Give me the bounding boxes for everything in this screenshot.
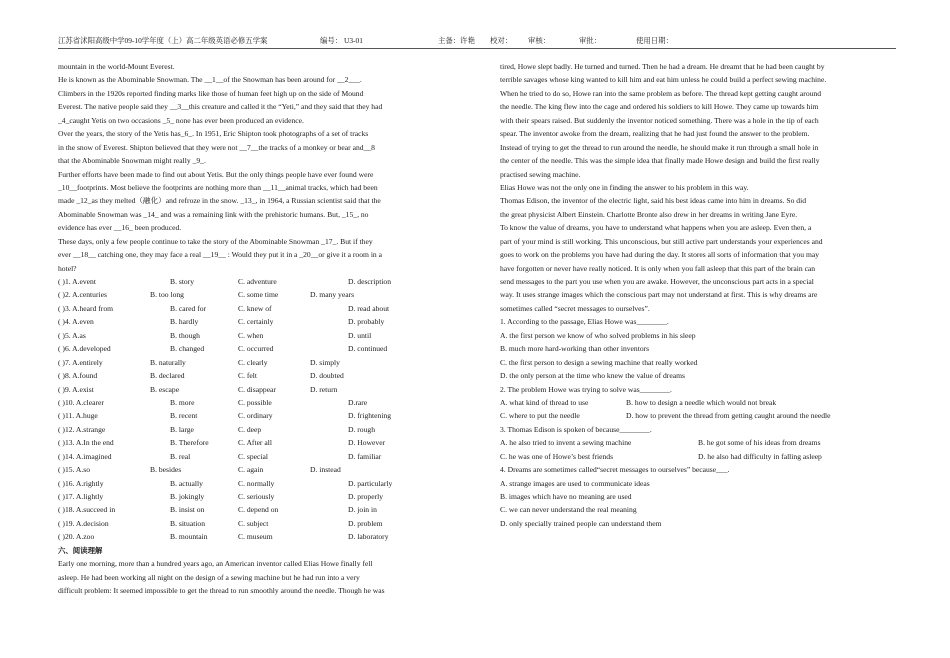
cloze-option-a: ( )3. A.heard from: [58, 303, 114, 313]
cloze-option-a: ( )12. A.strange: [58, 424, 106, 434]
reading-passage: [500, 60, 892, 315]
cloze-option-d: D. probably: [348, 317, 385, 327]
cloze-option-d: D. rough: [348, 424, 375, 434]
answer-option-row: [500, 409, 892, 422]
cloze-option-row: [58, 275, 448, 288]
cloze-option-row: [58, 530, 448, 543]
passage-line: Instead of trying to get the thread to run around the needle, he should make it run through a small hole in: [500, 142, 819, 152]
cloze-option-c: C. certainly: [238, 317, 274, 327]
answer-option: B. images which have no meaning are used: [500, 492, 632, 501]
passage-line: with their spears raised. But suddenly the inventor noticed something. There was a hole in the tip of each: [500, 115, 819, 125]
cloze-option-c: C. adventure: [238, 277, 277, 286]
header-proof: 校对：: [490, 36, 513, 45]
cloze-option-b: B. changed: [170, 344, 205, 354]
cloze-option-b: B. naturally: [150, 357, 186, 367]
reading-passage-start: [58, 557, 448, 597]
cloze-option-d: D. familiar: [348, 451, 382, 461]
cloze-option-a: ( )15. A.so: [58, 465, 91, 475]
cloze-option-row: [58, 436, 448, 449]
cloze-option-row: [58, 315, 448, 328]
cloze-option-c: C. special: [238, 451, 268, 461]
passage-line: send messages to the part you use when you are awake. However, the unconscious part acts in a special: [500, 277, 814, 286]
cloze-option-b: B. story: [170, 277, 195, 286]
cloze-option-b: B. large: [170, 424, 194, 434]
cloze-option-c: C. normally: [238, 478, 275, 488]
passage-line: Everest. The native people said they __3__this creature and called it the “Yeti,” and they said that they had: [58, 102, 383, 112]
cloze-option-d: D. doubted: [310, 371, 344, 381]
header-code: 编号： U3-01: [320, 36, 363, 45]
answer-option: D. only specially trained people can understand them: [500, 518, 662, 528]
cloze-option-row: [58, 450, 448, 463]
right-column: [500, 60, 892, 530]
cloze-option-a: ( )4. A.even: [58, 317, 94, 327]
cloze-option-d: D.rare: [348, 397, 368, 407]
question-stem: 2. The problem Howe was trying to solve was________.: [500, 384, 672, 394]
question-3: [500, 423, 892, 463]
cloze-option-d: D. continued: [348, 344, 388, 354]
passage-line: _10__footprints. Most believe the footprints are nothing more than __11__animal tracks, which had been: [58, 182, 378, 192]
passage-line: way. It uses strange images which the conscious part may not understand at first. This is why dreams are: [500, 290, 818, 300]
passage-line: Climbers in the 1920s reported finding marks like those of human feet high up on the side of Mound: [58, 88, 364, 98]
cloze-option-row: [58, 288, 448, 301]
cloze-option-a: ( )9. A.exist: [58, 384, 94, 394]
passage-line: terrible savages whose king wanted to kill him and eat him unless he could build a perfect sewing machine.: [500, 75, 827, 85]
cloze-option-row: [58, 396, 448, 409]
cloze-option-a: ( )16. A.rightly: [58, 478, 104, 488]
cloze-option-row: [58, 409, 448, 422]
passage-line: Abominable Snowman was _14_ and was a remaining link with the prehistoric humans. But, _15_, no: [58, 209, 369, 219]
passage-line: ever __18__ catching one, they may face a real __19__ : Would they put it in a _20__or give it a room in a: [58, 250, 383, 260]
answer-option: A. what kind of thread to use: [500, 397, 589, 407]
cloze-option-b: B. too long: [150, 290, 184, 300]
answer-option: C. the first person to design a sewing machine that really worked: [500, 357, 698, 367]
question-1: [500, 315, 892, 382]
cloze-option-c: C. seriously: [238, 492, 275, 501]
passage-line: Early one morning, more than a hundred years ago, an American inventor called Elias Howe finally fell: [58, 559, 373, 569]
cloze-passage: [58, 60, 448, 275]
cloze-option-c: C. some time: [238, 290, 279, 300]
passage-line: mountain in the world-Mount Everest.: [58, 62, 175, 71]
cloze-option-row: [58, 517, 448, 530]
header-review: 审核：: [528, 36, 551, 45]
cloze-option-b: B. though: [170, 330, 200, 340]
passage-line: Elias Howe was not the only one in finding the answer to his problem in this way.: [500, 182, 749, 192]
cloze-option-row: [58, 503, 448, 516]
cloze-option-row: [58, 356, 448, 369]
answer-option-row: [500, 436, 892, 449]
cloze-option-c: C. After all: [238, 438, 272, 448]
cloze-option-a: ( )19. A.decision: [58, 518, 109, 528]
cloze-option-a: ( )6. A.developed: [58, 344, 111, 354]
question-stem: 3. Thomas Edison is spoken of because________.: [500, 424, 652, 434]
passage-line: When he tried to do so, Howe ran into the same problem as before. The thread kept getting caught around: [500, 88, 822, 98]
passage-line: He is known as the Abominable Snowman. The __1__of the Snowman has been around for __2___.: [58, 75, 362, 85]
cloze-option-a: ( )5. A.as: [58, 330, 86, 340]
passage-line: have forgotten or never have really noticed. It is only when you fall asleep that this part of the brain can: [500, 263, 816, 273]
header-author: 主备：许艳: [438, 36, 475, 45]
cloze-option-d: D. particularly: [348, 478, 393, 488]
cloze-option-d: D. simply: [310, 357, 340, 367]
passage-line: Further efforts have been made to find out about Yetis. But the only things people have ever found were: [58, 169, 374, 179]
cloze-option-d: D. However: [348, 438, 386, 448]
cloze-option-row: [58, 490, 448, 503]
passage-line: the needle. The king flew into the cage and ordered his soldiers to kill Howe. They came up towards him: [500, 102, 819, 112]
cloze-option-b: B. mountain: [170, 532, 208, 542]
section-heading: 六、阅读理解: [58, 545, 103, 555]
passage-line: Thomas Edison, the inventor of the electric light, said his best ideas came into him in dreams. So did: [500, 196, 807, 206]
cloze-option-d: D. until: [348, 330, 372, 340]
cloze-option-row: [58, 383, 448, 396]
question-stem: 1. According to the passage, Elias Howe was________.: [500, 317, 669, 327]
passage-line: To know the value of dreams, you have to understand what happens when you are asleep. Even then, a: [500, 223, 812, 233]
cloze-option-b: B. actually: [170, 478, 203, 488]
passage-line: _4_caught Yetis on two occasions _5_ none has ever been produced an evidence.: [58, 115, 304, 125]
passage-line: the great physicist Albert Einstein. Charlotte Bronte also drew in her dreams in writing Jane Eyre.: [500, 209, 798, 219]
header-school: 江苏省沭阳高级中学09-10学年度（上）高二年级英语必修五学案: [58, 36, 268, 45]
cloze-option-c: C. knew of: [238, 303, 272, 313]
answer-option: D. he also had difficulty in falling asleep: [698, 451, 822, 461]
cloze-option-c: C. again: [238, 465, 264, 475]
passage-line: sometimes called “secret messages to ourselves”.: [500, 303, 650, 313]
answer-option: A. he also tried to invent a sewing machine: [500, 438, 632, 448]
cloze-option-a: ( )20. A.zoo: [58, 532, 95, 542]
cloze-option-d: D. problem: [348, 518, 383, 528]
answer-option: C. where to put the needle: [500, 411, 580, 421]
cloze-option-row: [58, 423, 448, 436]
cloze-option-a: ( )8. A.found: [58, 371, 98, 381]
passage-line: goes to work on the problems you have had during the day. It stores all sorts of information that you may: [500, 250, 820, 260]
cloze-option-row: [58, 477, 448, 490]
passage-line: made _12_as they melted（融化）and refroze in the snow. _13_, in 1964, a Russian scientist said that the: [58, 196, 381, 206]
cloze-option-a: ( )1. A.event: [58, 277, 96, 286]
cloze-option-a: ( )17. A.lightly: [58, 492, 104, 501]
cloze-option-a: ( )13. A.In the end: [58, 438, 114, 448]
passage-line: These days, only a few people continue to take the story of the Abominable Snowman _17_. But if they: [58, 236, 373, 246]
passage-line: the center of the needle. This was the simple idea that finally made Howe design and build the first really: [500, 156, 820, 166]
passage-line: that the Abominable Snowman might really _9_.: [58, 156, 206, 166]
cloze-option-c: C. clearly: [238, 357, 268, 367]
cloze-option-b: B. more: [170, 397, 195, 407]
cloze-option-row: [58, 302, 448, 315]
left-column: [58, 60, 448, 598]
question-2: [500, 383, 892, 423]
passage-line: tired, Howe slept badly. He turned and turned. Then he had a dream. He dreamt that he had been caught by: [500, 62, 825, 71]
cloze-option-a: ( )2. A.centuries: [58, 290, 107, 300]
cloze-option-a: ( )7. A.entirely: [58, 357, 103, 367]
answer-option: C. we can never understand the real meaning: [500, 505, 637, 515]
cloze-option-d: D. laboratory: [348, 532, 389, 542]
cloze-option-c: C. occurred: [238, 344, 274, 354]
cloze-option-b: B. jokingly: [170, 492, 205, 501]
answer-option: B. much more hard-working than other inventors: [500, 344, 650, 354]
cloze-option-b: B. Therefore: [170, 438, 209, 448]
cloze-option-d: D. properly: [348, 492, 384, 501]
answer-option-row: [500, 396, 892, 409]
answer-option: C. he was one of Howe’s best friends: [500, 451, 614, 461]
cloze-option-b: B. cared for: [170, 303, 207, 313]
answer-option: B. how to design a needle which would not break: [626, 397, 777, 407]
cloze-option-d: D. return: [310, 384, 338, 394]
answer-option: B. he got some of his ideas from dreams: [698, 438, 821, 448]
cloze-option-row: [58, 342, 448, 355]
cloze-option-a: ( )14. A.imagined: [58, 451, 112, 461]
passage-line: practised sewing machine.: [500, 169, 581, 179]
cloze-option-b: B. situation: [170, 518, 206, 528]
answer-option: A. strange images are used to communicate ideas: [500, 478, 650, 488]
cloze-option-a: ( )18. A.succeed in: [58, 505, 116, 515]
cloze-option-d: D. join in: [348, 505, 377, 515]
cloze-option-c: C. subject: [238, 518, 269, 528]
cloze-option-row: [58, 329, 448, 342]
cloze-option-row: [58, 463, 448, 476]
cloze-option-b: B. escape: [150, 384, 180, 394]
answer-option-row: [500, 450, 892, 463]
header-approve: 审批：: [579, 36, 602, 45]
passage-line: spear. The inventor awoke from the dream, realizing that he had just found the answer to the problem.: [500, 129, 810, 139]
cloze-option-b: B. besides: [150, 465, 182, 475]
cloze-option-d: D. frightening: [348, 411, 392, 421]
header-rule: [58, 48, 896, 49]
answer-option: D. how to prevent the thread from getting caught around the needle: [626, 411, 831, 421]
passage-line: asleep. He had been working all night on the design of a sewing machine but he had run into a very: [58, 572, 360, 582]
cloze-option-b: B. real: [170, 451, 191, 461]
answer-option: A. the first person we know of who solved problems in his sleep: [500, 330, 696, 340]
cloze-option-d: D. read about: [348, 303, 390, 313]
header-date: 使用日期：: [636, 36, 673, 45]
cloze-option-c: C. deep: [238, 424, 262, 434]
cloze-option-b: B. hardly: [170, 317, 199, 327]
cloze-option-b: B. recent: [170, 411, 198, 421]
cloze-option-c: C. when: [238, 330, 264, 340]
passage-line: in the snow of Everest. Shipton believed that they were not __7__the tracks of a monkey or bear and__8: [58, 142, 375, 152]
cloze-option-b: B. declared: [150, 371, 185, 381]
cloze-option-d: D. many years: [310, 290, 355, 300]
passage-line: part of your mind is still working. This unconscious, but still active part understands your experiences and: [500, 236, 823, 246]
passage-line: evidence has ever __16_ been produced.: [58, 223, 182, 233]
cloze-option-a: ( )10. A.clearer: [58, 397, 104, 407]
cloze-option-row: [58, 369, 448, 382]
cloze-option-c: C. depend on: [238, 505, 279, 515]
passage-line: Over the years, the story of the Yetis has_6_. In 1951, Eric Shipton took photographs of a set of tracks: [58, 129, 369, 139]
question-stem: 4. Dreams are sometimes called“secret messages to ourselves” because___.: [500, 465, 730, 475]
passage-line: difficult problem: It seemed impossible to get the thread to run smoothly around the needle. Though he was: [58, 586, 385, 596]
answer-option: D. the only person at the time who knew the value of dreams: [500, 371, 685, 381]
passage-line: hotel?: [58, 263, 77, 273]
cloze-options-list: [58, 275, 448, 544]
cloze-option-d: D. instead: [310, 465, 341, 475]
cloze-option-c: C. felt: [238, 371, 257, 381]
cloze-option-d: D. description: [348, 277, 392, 286]
cloze-option-c: C. disappear: [238, 384, 276, 394]
cloze-option-c: C. possible: [238, 397, 272, 407]
question-4: [500, 463, 892, 530]
cloze-option-a: ( )11. A.huge: [58, 411, 98, 421]
cloze-option-c: C. ordinary: [238, 411, 273, 421]
cloze-option-b: B. insist on: [170, 505, 205, 515]
cloze-option-c: C. museum: [238, 532, 273, 542]
